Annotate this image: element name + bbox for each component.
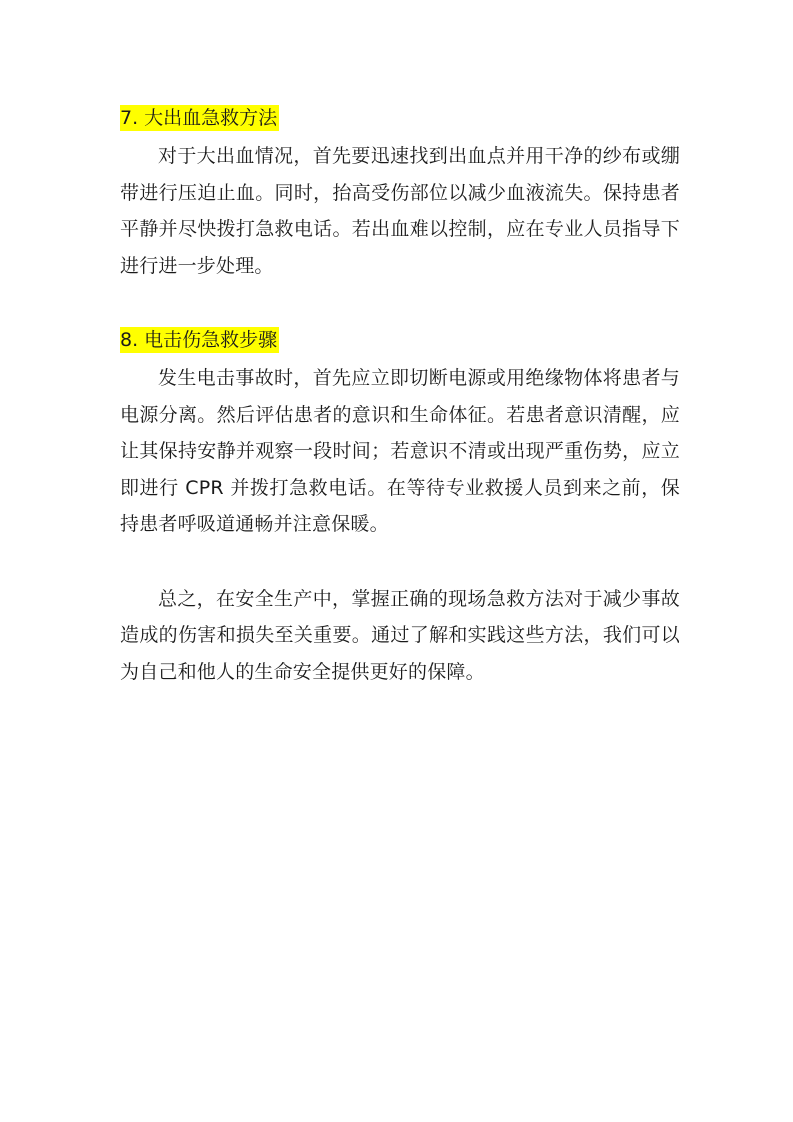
document-content [120, 98, 680, 690]
section-heading-bleeding: 7. 大出血急救方法 [120, 107, 278, 129]
section-heading-row [120, 98, 680, 138]
section-electric-shock [120, 320, 680, 543]
section-paragraph-electric-shock: 发生电击事故时，首先应立即切断电源或用绝缘物体将患者与电源分离。然后评估患者的意识和生命体征。若患者意识清醒，应让其保持安静并观察一段时间；若意识不清或出现严重伤势，应立即进行 CPR 并拨打急救电话。在等待专业救援人员到来之前，保持患者呼吸道通畅并注意保暖。 [120, 367, 680, 535]
section-heading-electric-shock: 8. 电击伤急救步骤 [120, 329, 278, 351]
section-heading-row [120, 320, 680, 360]
conclusion-paragraph: 总之，在安全生产中，掌握正确的现场急救方法对于减少事故造成的伤害和损失至关重要。通过了解和实践这些方法，我们可以为自己和他人的生命安全提供更好的保障。 [120, 587, 680, 683]
section-paragraph-bleeding: 对于大出血情况，首先要迅速找到出血点并用干净的纱布或绷带进行压迫止血。同时，抬高受伤部位以减少血液流失。保持患者平静并尽快拨打急救电话。若出血难以控制，应在专业人员指导下进行进一步处理。 [120, 145, 680, 277]
section-spacer [120, 284, 680, 320]
section-spacer [120, 543, 680, 581]
section-bleeding [120, 98, 680, 284]
conclusion-block [120, 581, 680, 691]
